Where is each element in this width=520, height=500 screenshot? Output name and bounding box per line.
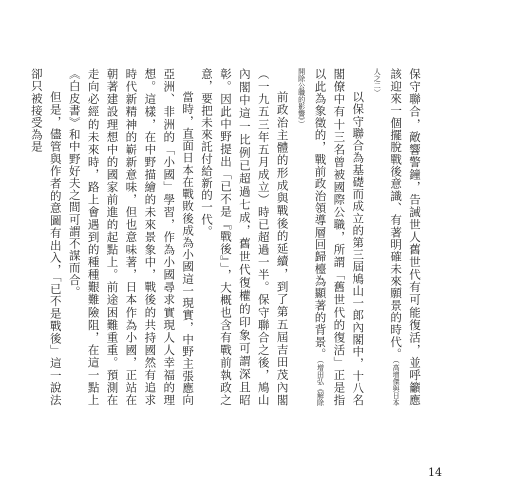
paragraph-4: 當時，直面日本在戰敗後成為小國這一現實，中野主張應向亞洲、非洲的「小國」學習，作為小國尋求實現人人幸福的理想。這樣，在中野描繪的未來景象中，戰後的共持國然有追求時代新精神的嶄新意味，但也意味著，日本作為小國，正站在朝著建設理想中的國家前進的起點上。前途困難重重。預測在走向必經的未來時，路上會遇到的種種艱難險阻，在這一點上《白皮書》和中野好夫之間可謂不謀而合。 [67, 68, 196, 406]
paragraph-1: 保守聯合，敵響警鐘，告誡世人舊世代有可能復活，並呼籲應該迎來一個擺脫戰後意識、有著明確未來願景的時代。（高增傑與日本人之二） [373, 68, 422, 406]
paragraph-5: 但是，儘管與作者的意圖有出入，「已不是戰後」這一說法卻只被接受為是 [29, 68, 63, 406]
vertical-text-block [29, 68, 424, 406]
citation-note: （增田弘《解除開除公職的影響》） [297, 68, 325, 406]
paragraph-3: 前政治主體的形成與戰後的延續，到了第五屆吉田茂內閣（一九五三年五月成立）時已超過一半。保守聯合之後，鳩山內閣中這一比例已超過七成，舊世代復權的印象可謂深且昭彰。因此中野提出「已不是『戰後』」，大概也含有戰前執政之意，要把未來託付給新的一代。 [200, 68, 290, 406]
page-number: 14 [428, 466, 442, 479]
citation-note: （高增傑與日本人之二） [373, 68, 401, 406]
paragraph-2: 以保守聯合為基礎而成立的第三屆鳩山一郎內閣中，十八名閣僚中有十三名曾被國際公職，所謂「舊世代的復活」正是指以此為象徵的，戰前政治領導層回歸檯為顯著的背景。（增田弘《解除開除公職的影響》） [297, 68, 366, 406]
